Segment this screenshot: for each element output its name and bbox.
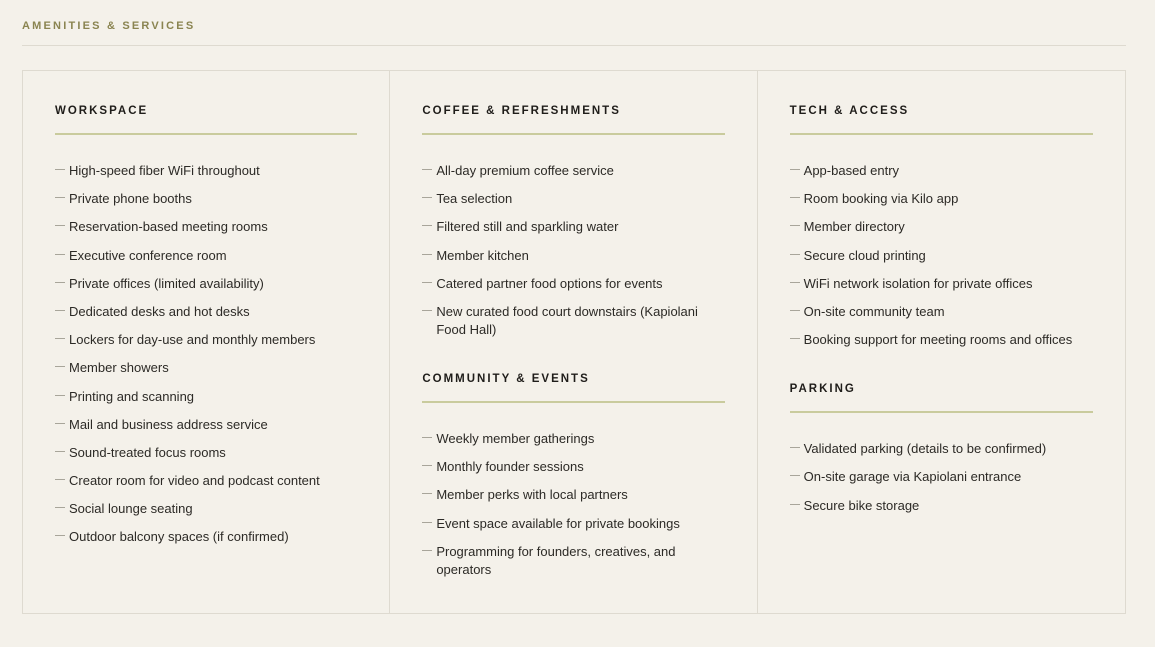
- list-item-text: Executive conference room: [69, 247, 227, 263]
- list-item: [790, 497, 1093, 515]
- amenity-group: [790, 382, 1093, 514]
- list-item-text: On-site garage via Kapiolani entrance: [803, 469, 1022, 485]
- dash-bullet-icon: [55, 310, 65, 311]
- list-item-text: Programming for founders, creatives, and operators: [436, 543, 676, 577]
- list-item-text: On-site community team: [803, 303, 945, 319]
- list-item: [422, 515, 724, 533]
- list-item: [422, 218, 724, 236]
- list-item-text: Reservation-based meeting rooms: [69, 219, 268, 235]
- dash-bullet-icon: [790, 197, 800, 198]
- list-item-text: Event space available for private bookings: [436, 515, 680, 531]
- list-item-text: Member perks with local partners: [436, 487, 628, 503]
- list-item-text: Member showers: [69, 360, 169, 376]
- list-item: [790, 218, 1093, 236]
- list-item: [422, 303, 724, 339]
- list-item-text: Monthly founder sessions: [436, 459, 584, 475]
- list-item: [55, 528, 357, 546]
- dash-bullet-icon: [422, 310, 432, 311]
- amenity-list: [422, 162, 724, 339]
- list-item: [790, 190, 1093, 208]
- dash-bullet-icon: [422, 282, 432, 283]
- list-item-text: Social lounge seating: [69, 501, 193, 517]
- list-item-text: Booking support for meeting rooms and offices: [803, 332, 1073, 348]
- dash-bullet-icon: [422, 550, 432, 551]
- list-item: [55, 218, 357, 236]
- group-title: COFFEE & REFRESHMENTS: [422, 104, 724, 135]
- dash-bullet-icon: [422, 225, 432, 226]
- list-item-text: Private offices (limited availability): [69, 275, 264, 291]
- list-item: [55, 162, 357, 180]
- list-item: [55, 416, 357, 434]
- dash-bullet-icon: [422, 197, 432, 198]
- list-item: [422, 543, 724, 579]
- list-item: [790, 440, 1093, 458]
- list-item-text: Secure cloud printing: [803, 247, 926, 263]
- amenity-group: [55, 104, 357, 546]
- list-item: [55, 303, 357, 321]
- list-item: [422, 430, 724, 448]
- list-item: [422, 458, 724, 476]
- list-item-text: Weekly member gatherings: [436, 430, 595, 446]
- list-item-text: Outdoor balcony spaces (if confirmed): [69, 529, 289, 545]
- dash-bullet-icon: [55, 395, 65, 396]
- dash-bullet-icon: [55, 282, 65, 283]
- list-item: [55, 472, 357, 490]
- dash-bullet-icon: [790, 282, 800, 283]
- list-item-text: Creator room for video and podcast content: [69, 473, 320, 489]
- amenity-group: [422, 372, 724, 579]
- list-item: [422, 247, 724, 265]
- group-title: PARKING: [790, 382, 1093, 413]
- list-item-text: Member directory: [803, 219, 905, 235]
- list-item-text: Mail and business address service: [69, 416, 268, 432]
- amenity-group: [422, 104, 724, 339]
- list-item: [790, 331, 1093, 349]
- list-item-text: Validated parking (details to be confirmed): [803, 441, 1047, 457]
- amenity-list: [55, 162, 357, 546]
- list-item-text: Room booking via Kilo app: [803, 191, 959, 207]
- list-item-text: Private phone booths: [69, 191, 192, 207]
- dash-bullet-icon: [790, 169, 800, 170]
- dash-bullet-icon: [55, 225, 65, 226]
- dash-bullet-icon: [55, 169, 65, 170]
- list-item: [422, 486, 724, 504]
- list-item: [422, 162, 724, 180]
- amenity-list: [790, 440, 1093, 514]
- dash-bullet-icon: [55, 479, 65, 480]
- list-item: [55, 444, 357, 462]
- dash-bullet-icon: [55, 423, 65, 424]
- amenity-column: [390, 71, 757, 613]
- list-item-text: Tea selection: [436, 191, 513, 207]
- list-item-text: Secure bike storage: [803, 497, 920, 513]
- amenity-list: [422, 430, 724, 579]
- dash-bullet-icon: [790, 310, 800, 311]
- dash-bullet-icon: [422, 169, 432, 170]
- dash-bullet-icon: [422, 437, 432, 438]
- list-item: [790, 303, 1093, 321]
- amenity-column: [23, 71, 390, 613]
- list-item: [790, 162, 1093, 180]
- list-item-text: Sound-treated focus rooms: [69, 444, 226, 460]
- dash-bullet-icon: [55, 535, 65, 536]
- list-item: [55, 247, 357, 265]
- list-item: [790, 275, 1093, 293]
- eyebrow-divider: [22, 45, 1126, 46]
- dash-bullet-icon: [422, 254, 432, 255]
- dash-bullet-icon: [55, 507, 65, 508]
- list-item: [55, 331, 357, 349]
- dash-bullet-icon: [790, 447, 800, 448]
- list-item-text: Filtered still and sparkling water: [436, 219, 619, 235]
- amenity-column: [758, 71, 1125, 613]
- list-item-text: Catered partner food options for events: [436, 275, 663, 291]
- dash-bullet-icon: [790, 504, 800, 505]
- dash-bullet-icon: [55, 254, 65, 255]
- list-item-text: Member kitchen: [436, 247, 529, 263]
- list-item: [422, 190, 724, 208]
- list-item-text: Printing and scanning: [69, 388, 195, 404]
- dash-bullet-icon: [55, 451, 65, 452]
- dash-bullet-icon: [790, 254, 800, 255]
- amenity-list: [790, 162, 1093, 349]
- list-item: [55, 388, 357, 406]
- list-item: [422, 275, 724, 293]
- dash-bullet-icon: [55, 338, 65, 339]
- dash-bullet-icon: [790, 338, 800, 339]
- dash-bullet-icon: [55, 197, 65, 198]
- list-item-text: App-based entry: [803, 163, 900, 178]
- dash-bullet-icon: [422, 493, 432, 494]
- dash-bullet-icon: [790, 225, 800, 226]
- group-title: COMMUNITY & EVENTS: [422, 372, 724, 403]
- group-title: TECH & ACCESS: [790, 104, 1093, 135]
- list-item-text: All-day premium coffee service: [436, 163, 614, 178]
- list-item: [790, 247, 1093, 265]
- list-item-text: High-speed fiber WiFi throughout: [69, 163, 260, 178]
- list-item: [55, 275, 357, 293]
- group-title: WORKSPACE: [55, 104, 357, 135]
- list-item: [55, 190, 357, 208]
- list-item-text: Dedicated desks and hot desks: [69, 303, 250, 319]
- dash-bullet-icon: [422, 522, 432, 523]
- section-eyebrow: AMENITIES & SERVICES: [22, 20, 196, 32]
- list-item-text: New curated food court downstairs (Kapiolani Food Hall): [436, 303, 698, 337]
- list-item: [55, 500, 357, 518]
- amenities-grid: [22, 70, 1126, 614]
- list-item: [790, 468, 1093, 486]
- dash-bullet-icon: [55, 366, 65, 367]
- list-item-text: Lockers for day-use and monthly members: [69, 332, 316, 348]
- list-item-text: WiFi network isolation for private offices: [803, 275, 1033, 291]
- amenity-group: [790, 104, 1093, 349]
- list-item: [55, 359, 357, 377]
- dash-bullet-icon: [422, 465, 432, 466]
- dash-bullet-icon: [790, 475, 800, 476]
